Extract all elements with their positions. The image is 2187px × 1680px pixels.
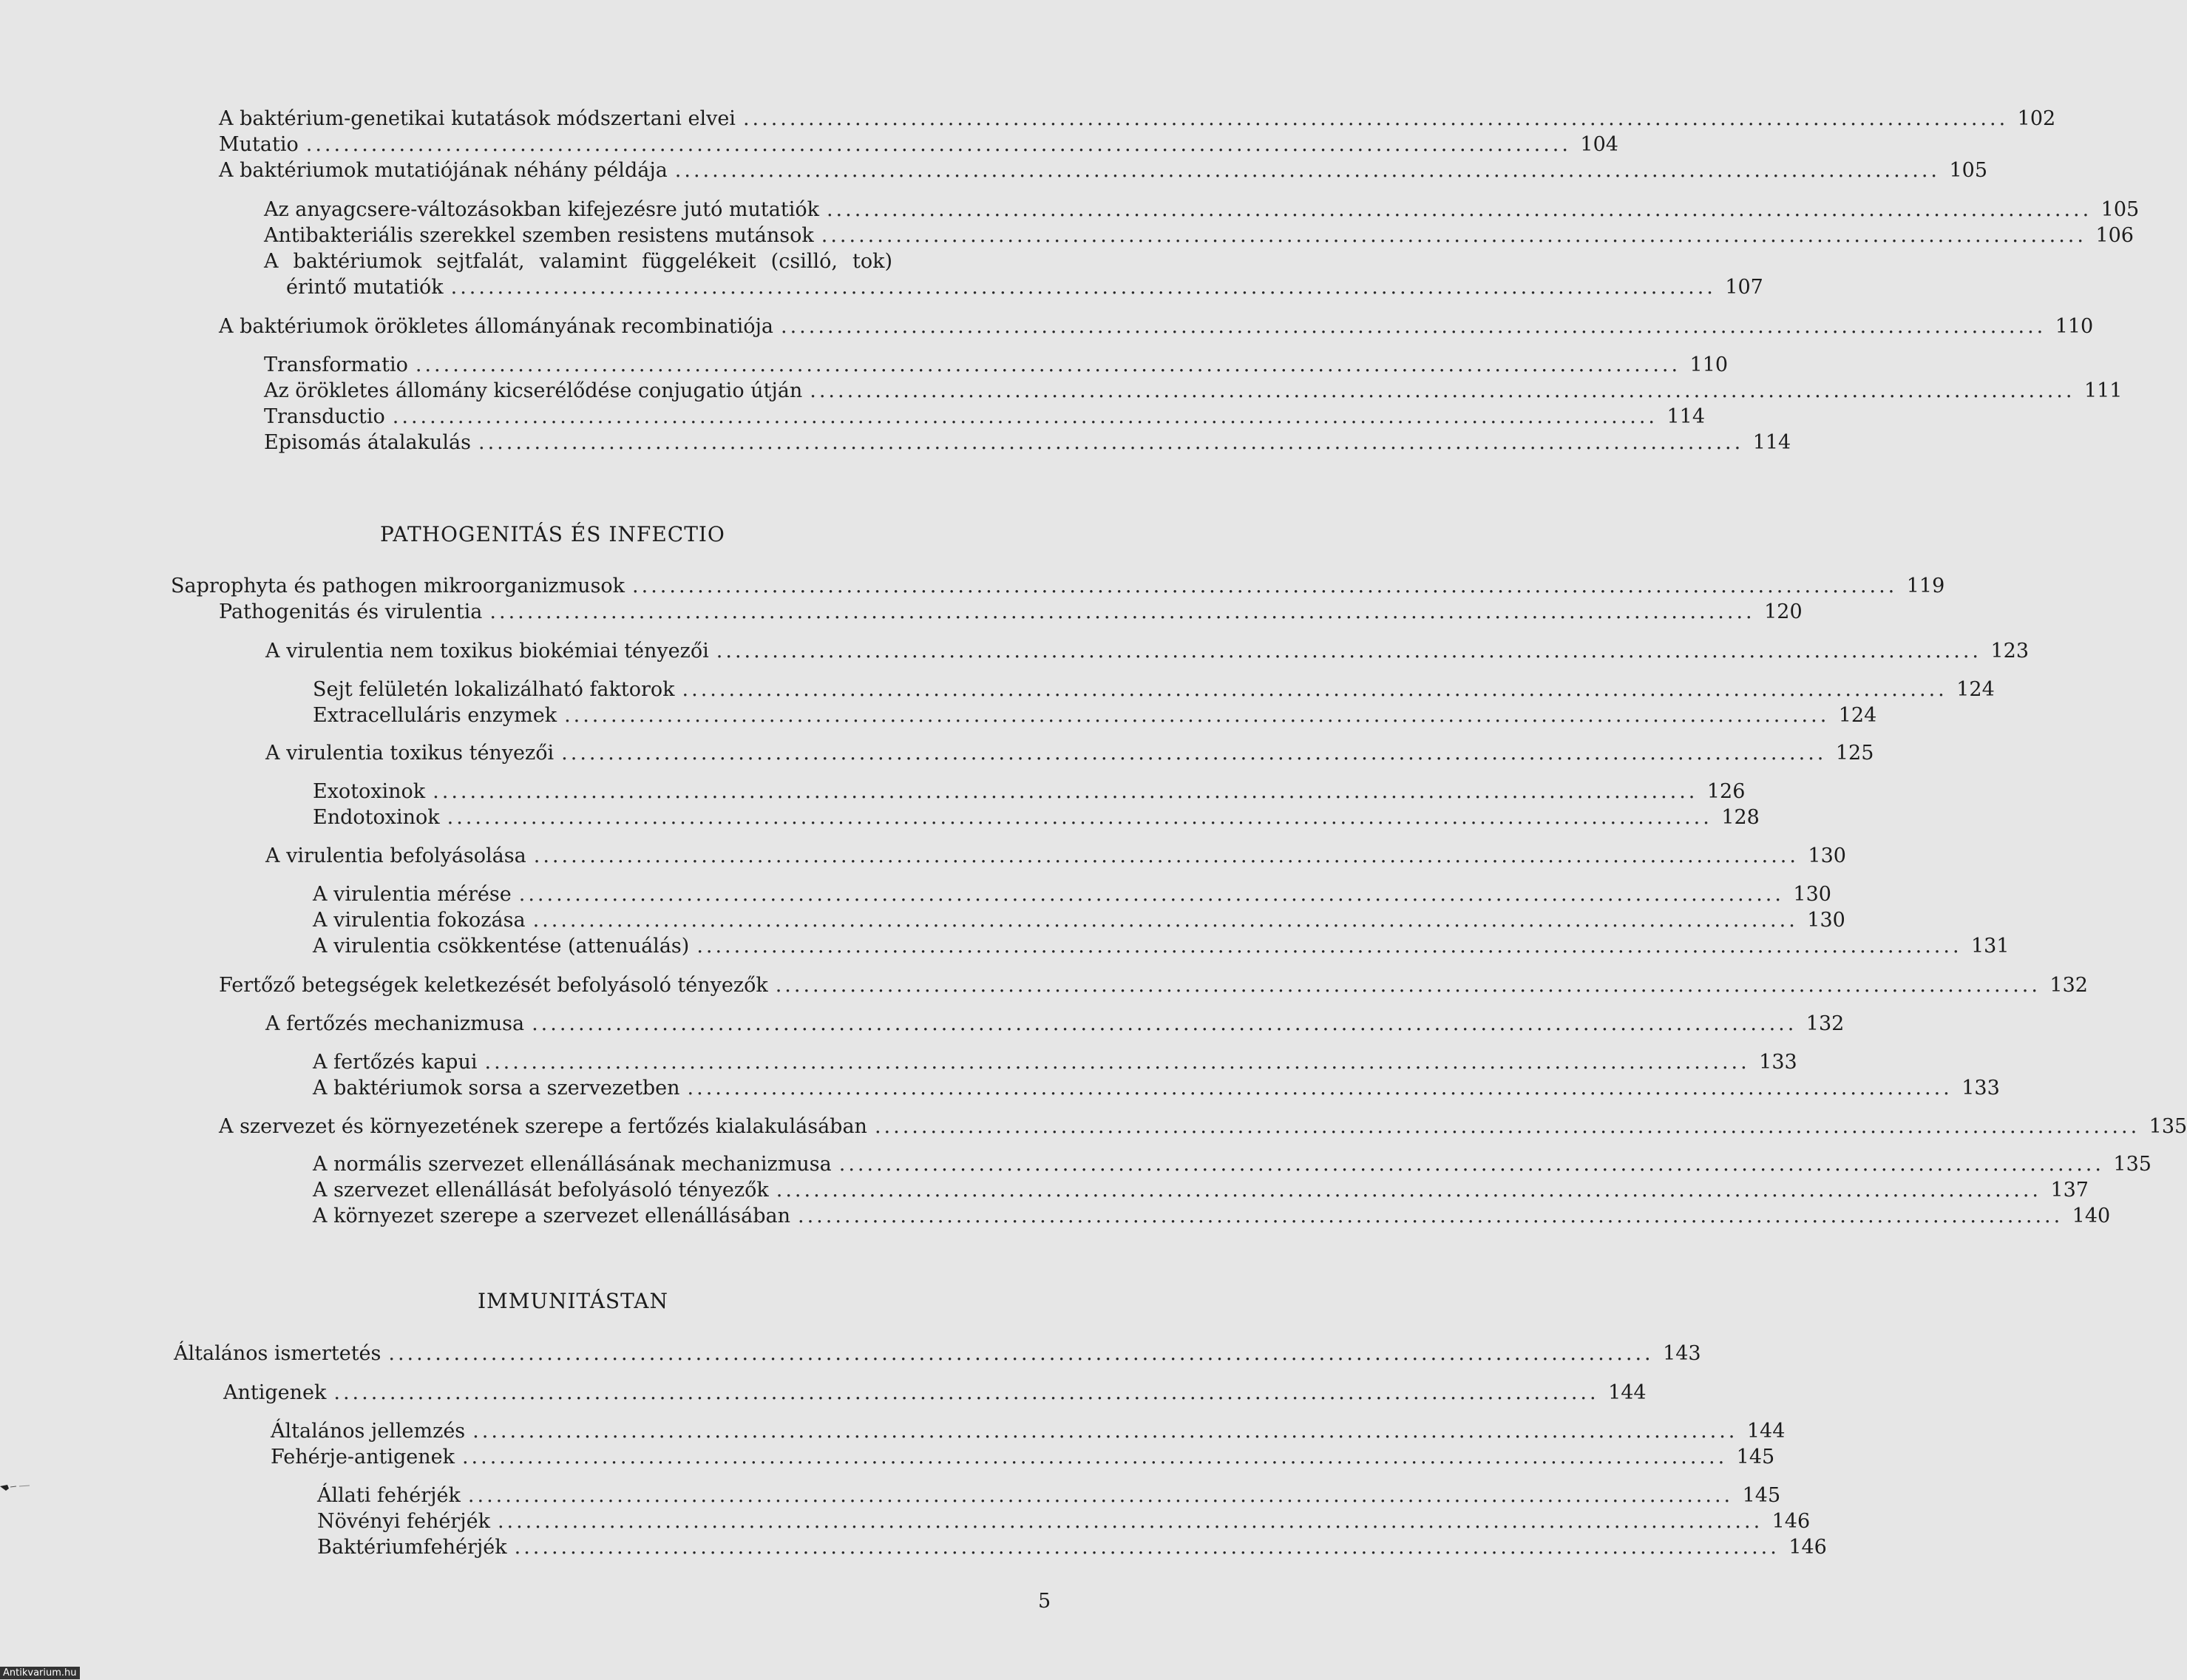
toc-entry — [313, 779, 1746, 805]
toc-entry-title: A szervezet és környezetének szerepe a fertőzés kialakulásában — [219, 1115, 867, 1138]
toc-entry — [313, 1152, 2152, 1177]
toc-entry — [286, 275, 1763, 300]
dot-leader: ........................................................................................................................................ — [632, 575, 1898, 597]
dot-leader: ........................................................................................................................................ — [533, 844, 1799, 867]
dot-leader: ........................................................................................................................................ — [716, 640, 1982, 663]
toc-entry — [219, 132, 1618, 158]
toc-entry-title: A fertőzés mechanizmusa — [265, 1012, 525, 1035]
toc-entry-title: A baktériumok örökletes állományának recombinatiója — [219, 315, 774, 338]
dot-leader: ........................................................................................................................................ — [781, 315, 2047, 338]
toc-entry-title-line1: A baktériumok sejtfalát, valamint függelékeit (csilló, tok) — [264, 250, 892, 273]
toc-entry — [219, 314, 2094, 339]
dot-leader: ........................................................................................................................................ — [810, 379, 2075, 402]
toc-entry — [313, 1204, 2111, 1229]
dot-leader: ........................................................................................................................................ — [674, 159, 1941, 182]
toc-entry-title: A normális szervezet ellenállásának mechanizmusa — [313, 1153, 832, 1176]
toc-entry-page: 114 — [1666, 405, 1706, 428]
toc-entry — [264, 353, 1729, 378]
dot-leader: ........................................................................................................................................ — [742, 107, 2009, 130]
dot-leader: ........................................................................................................................................ — [433, 780, 1698, 803]
toc-entry — [219, 1114, 2187, 1139]
toc-entry-page: 132 — [2049, 974, 2088, 997]
dot-leader: ........................................................................................................................................ — [564, 704, 1830, 727]
toc-entry-title: A környezet szerepe a szervezet ellenállásában — [313, 1205, 790, 1227]
toc-entry-page: 111 — [2083, 379, 2123, 402]
toc-entry-title: Állati fehérjék — [317, 1484, 461, 1507]
toc-entry-page: 133 — [1759, 1051, 1797, 1074]
toc-entry-title-line2: érintő mutatiók — [286, 276, 444, 299]
toc-entry-title: Endotoxinok — [313, 806, 440, 829]
toc-entry-page: 124 — [1956, 678, 1995, 701]
toc-entry — [223, 1381, 1647, 1406]
toc-entry-page: 102 — [2017, 107, 2056, 130]
dot-leader: ........................................................................................................................................ — [775, 974, 2041, 997]
dot-leader: ........................................................................................................................................ — [874, 1115, 2140, 1138]
dot-leader: ........................................................................................................................................ — [514, 1536, 1780, 1559]
toc-entry-title: Sejt felületén lokalizálható faktorok — [313, 678, 675, 701]
toc-entry — [265, 1012, 1845, 1037]
toc-entry-page: 105 — [1949, 159, 1988, 182]
toc-entry — [265, 639, 2030, 664]
toc-entry-title: Általános ismertetés — [174, 1342, 382, 1365]
toc-entry-page: 144 — [1608, 1381, 1647, 1404]
dot-leader: ........................................................................................................................................ — [333, 1381, 1599, 1404]
toc-entry-title: Növényi fehérjék — [317, 1510, 490, 1533]
dot-leader: ........................................................................................................................................ — [450, 276, 1716, 299]
toc-entry — [313, 1178, 2089, 1203]
toc-entry-title: Fertőző betegségek keletkezését befolyásoló tényezők — [219, 974, 768, 997]
toc-entry — [264, 223, 2134, 248]
toc-entry-title: Transductio — [264, 405, 385, 428]
dot-leader: ........................................................................................................................................ — [776, 1179, 2041, 1202]
dot-leader: ........................................................................................................................................ — [489, 600, 1755, 623]
dot-leader: ........................................................................................................................................ — [682, 678, 1947, 701]
dot-leader: ........................................................................................................................................ — [821, 224, 2086, 247]
toc-entry-page: 110 — [1689, 353, 1729, 376]
dot-leader: ........................................................................................................................................ — [467, 1484, 1734, 1507]
toc-entry-page: 137 — [2050, 1179, 2089, 1202]
toc-entry-title: A virulentia fokozása — [313, 909, 526, 932]
toc-entry-title: Általános jellemzés — [271, 1420, 466, 1443]
toc-entry-title: Antibakteriális szerekkel szemben resistens mutánsok — [264, 224, 814, 247]
toc-entry — [313, 677, 1995, 702]
toc-entry-page: 119 — [1906, 575, 1945, 597]
toc-entry-page: 132 — [1805, 1012, 1845, 1035]
toc-entry — [313, 934, 2010, 959]
toc-entry-page: 128 — [1721, 806, 1760, 829]
dot-leader: ........................................................................................................................................ — [532, 1012, 1797, 1035]
section-heading: PATHOGENITÁS ÉS INFECTIO — [380, 522, 725, 546]
toc-entry-title: Pathogenitás és virulentia — [219, 600, 483, 623]
toc-entry — [313, 1076, 2000, 1101]
toc-entry-title: A virulentia csökkentése (attenuálás) — [313, 935, 690, 958]
toc-entry-title: Exotoxinok — [313, 780, 426, 803]
toc-entry-page: 145 — [1736, 1446, 1775, 1469]
toc-entry — [317, 1535, 1827, 1560]
toc-entry-page: 140 — [2072, 1205, 2111, 1227]
dot-leader: ........................................................................................................................................ — [305, 133, 1571, 156]
dot-leader: ........................................................................................................................................ — [461, 1446, 1728, 1469]
dot-leader: ........................................................................................................................................ — [447, 806, 1712, 829]
dot-leader: ........................................................................................................................................ — [472, 1420, 1738, 1443]
toc-entry-page: 131 — [1971, 935, 2010, 958]
toc-entry-title: Az örökletes állomány kicserélődése conjugatio útján — [264, 379, 803, 402]
toc-entry-page: 114 — [1752, 431, 1791, 454]
toc-entry-title: A baktérium-genetikai kutatások módszertani elvei — [219, 107, 736, 130]
toc-entry-title: A virulentia nem toxikus biokémiai tényezői — [265, 640, 709, 663]
toc-entry-page: 144 — [1746, 1420, 1786, 1443]
toc-entry-title: Fehérje-antigenek — [271, 1446, 455, 1469]
toc-entry-title: Antigenek — [223, 1381, 327, 1404]
dot-leader: ........................................................................................................................................ — [484, 1051, 1750, 1074]
dot-leader: ........................................................................................................................................ — [497, 1510, 1763, 1533]
toc-entry-title: Az anyagcsere-változásokban kifejezésre jutó mutatiók — [264, 198, 819, 221]
toc-entry — [265, 844, 1846, 869]
toc-entry-title: A szervezet ellenállását befolyásoló tényezők — [313, 1179, 769, 1202]
toc-entry-page: 130 — [1807, 909, 1845, 932]
toc-entry — [313, 1050, 1797, 1075]
dot-leader: ........................................................................................................................................ — [838, 1153, 2104, 1176]
toc-entry-page: 125 — [1835, 742, 1874, 765]
toc-entry-page: 130 — [1808, 844, 1846, 867]
toc-entry-page: 133 — [1961, 1077, 2000, 1100]
dot-leader: ........................................................................................................................................ — [826, 198, 2092, 221]
toc-entry — [219, 973, 2088, 998]
toc-entry — [219, 600, 1803, 625]
dot-leader: ........................................................................................................................................ — [388, 1342, 1654, 1365]
watermark: Antikvarium.hu — [0, 1667, 80, 1679]
toc-entry-title: A virulentia toxikus tényezői — [265, 742, 555, 765]
toc-entry-title: Saprophyta és pathogen mikroorganizmusok — [171, 575, 625, 597]
toc-entry-page: 145 — [1742, 1484, 1781, 1507]
toc-entry-title: Mutatio — [219, 133, 299, 156]
toc-entry — [317, 1509, 1811, 1534]
toc-entry — [264, 379, 2123, 404]
dot-leader: ........................................................................................................................................ — [561, 742, 1827, 765]
toc-entry — [219, 158, 1988, 183]
dot-leader: ........................................................................................................................................ — [392, 405, 1658, 428]
dot-leader: ........................................................................................................................................ — [797, 1205, 2064, 1227]
toc-entry — [264, 430, 1791, 455]
toc-entry-title: A baktériumok sorsa a szervezetben — [313, 1077, 680, 1100]
dot-leader: ........................................................................................................................................ — [518, 883, 1784, 906]
toc-entry — [313, 703, 1877, 728]
toc-entry-page: 110 — [2055, 315, 2094, 338]
toc-entry-page: 143 — [1663, 1342, 1701, 1365]
dot-leader: ........................................................................................................................................ — [478, 431, 1744, 454]
dot-leader: ........................................................................................................................................ — [687, 1077, 1953, 1100]
toc-entry — [174, 1341, 1701, 1366]
dot-leader: ........................................................................................................................................ — [532, 909, 1798, 932]
toc-entry-page: 130 — [1793, 883, 1831, 906]
toc-entry — [219, 106, 2056, 132]
page-number: 5 — [1038, 1590, 1051, 1613]
toc-entry-page: 106 — [2095, 224, 2134, 247]
toc-entry-page: 107 — [1725, 276, 1763, 299]
toc-entry-title: A virulentia befolyásolása — [265, 844, 526, 867]
toc-entry — [313, 805, 1760, 830]
toc-entry — [264, 197, 2140, 223]
toc-entry-page: 105 — [2100, 198, 2140, 221]
toc-entry — [265, 741, 1874, 766]
toc-entry — [171, 574, 1945, 599]
toc-entry-page: 135 — [2149, 1115, 2187, 1138]
scan-mark-icon — [0, 1482, 30, 1492]
toc-entry-title: A virulentia mérése — [313, 883, 512, 906]
toc-entry-title: A fertőzés kapui — [313, 1051, 478, 1074]
toc-entry-title: Baktériumfehérjék — [317, 1536, 507, 1559]
toc-entry-page: 146 — [1788, 1536, 1827, 1559]
toc-entry-page: 124 — [1838, 704, 1877, 727]
toc-entry-title: A baktériumok mutatiójának néhány példája — [219, 159, 668, 182]
toc-entry-title: Transformatio — [264, 353, 408, 376]
toc-entry-title: Extracelluláris enzymek — [313, 704, 557, 727]
dot-leader: ........................................................................................................................................ — [696, 935, 1962, 958]
toc-entry — [313, 908, 1845, 933]
section-heading: IMMUNITÁSTAN — [478, 1289, 668, 1313]
toc-entry — [271, 1419, 1786, 1444]
toc-entry-page: 126 — [1706, 780, 1746, 803]
toc-entry — [313, 882, 1831, 907]
toc-entry-page: 104 — [1580, 133, 1618, 156]
toc-entry — [317, 1483, 1781, 1508]
dot-leader: ........................................................................................................................................ — [415, 353, 1681, 376]
toc-entry-page: 146 — [1771, 1510, 1811, 1533]
toc-entry-page: 120 — [1764, 600, 1803, 623]
toc-entry-page: 123 — [1990, 640, 2030, 663]
toc-entry-page: 135 — [2113, 1153, 2152, 1176]
toc-entry-title: Episomás átalakulás — [264, 431, 471, 454]
toc-entry — [271, 1445, 1775, 1470]
toc-entry — [264, 404, 1706, 430]
